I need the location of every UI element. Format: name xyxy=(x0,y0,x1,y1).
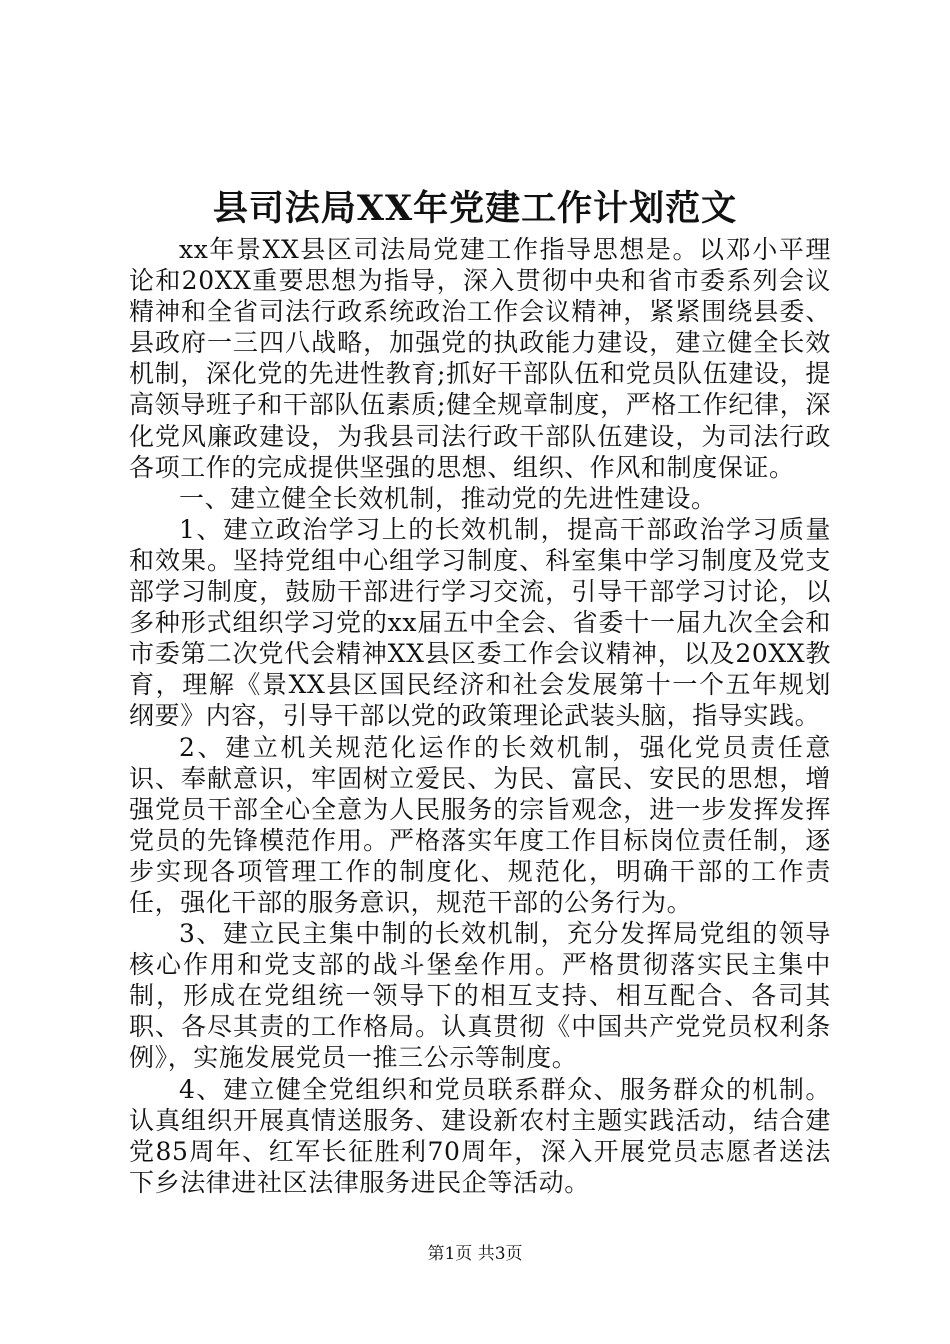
paragraph-item-3: 3、建立民主集中制的长效机制，充分发挥局党组的领导核心作用和党支部的战斗堡垒作用。严格贯彻落实民主集中制，形成在党组统一领导下的相互支持、相互配合、各司其职、各尽其责的工作格局。认真贯彻《中国共产党党员权利条例》，实施发展党员一推三公示等制度。 xyxy=(129,919,831,1073)
paragraph-section-one-heading: 一、建立健全长效机制，推动党的先进性建设。 xyxy=(179,483,717,513)
document-title: 县司法局XX年党建工作计划范文 xyxy=(212,188,738,229)
paragraph-item-1: 1、建立政治学习上的长效机制，提高干部政治学习质量和效果。坚持党组中心组学习制度、科室集中学习制度及党支部学习制度，鼓励干部进行学习交流，引导干部学习讨论，以多种形式组织学习党的xx届五中全会、省委十一届九次全会和市委第二次党代会精神XX县区委工作会议精神，以及20XX教育，理解《景XX县区国民经济和社会发展第十一个五年规划纲要》内容，引导干部以党的政策理论武装头脑，指导实践。 xyxy=(129,514,831,731)
paragraph-item-4: 4、建立健全党组织和党员联系群众、服务群众的机制。认真组织开展真情送服务、建设新农村主题实践活动，结合建党85周年、红军长征胜利70周年，深入开展党员志愿者送法下乡法律进社区法律服务进民企等活动。 xyxy=(129,1074,831,1197)
paragraph-guiding-ideology: xx年景XX县区司法局党建工作指导思想是。以邓小平理论和20XX重要思想为指导，深入贯彻中央和省市委系列会议精神和全省司法行政系统政治工作会议精神，紧紧围绕县委、县政府一三四八战略，加强党的执政能力建设，建立健全长效机制，深化党的先进性教育;抓好干部队伍和党员队伍建设，提高领导班子和干部队伍素质;健全规章制度，严格工作纪律，深化党风廉政建设，为我县司法行政干部队伍建设，为司法行政各项工作的完成提供坚强的思想、组织、作风和制度保证。 xyxy=(129,235,831,482)
document-body xyxy=(129,234,831,1198)
paragraph-item-2: 2、建立机关规范化运作的长效机制，强化党员责任意识、奉献意识，牢固树立爱民、为民、富民、安民的思想，增强党员干部全心全意为人民服务的宗旨观念，进一步发挥发挥党员的先锋模范作用。严格落实年度工作目标岗位责任制，逐步实现各项管理工作的制度化、规范化，明确干部的工作责任，强化干部的服务意识，规范干部的公务行为。 xyxy=(129,732,831,917)
page-footer: 第1页 共3页 xyxy=(427,1244,523,1264)
